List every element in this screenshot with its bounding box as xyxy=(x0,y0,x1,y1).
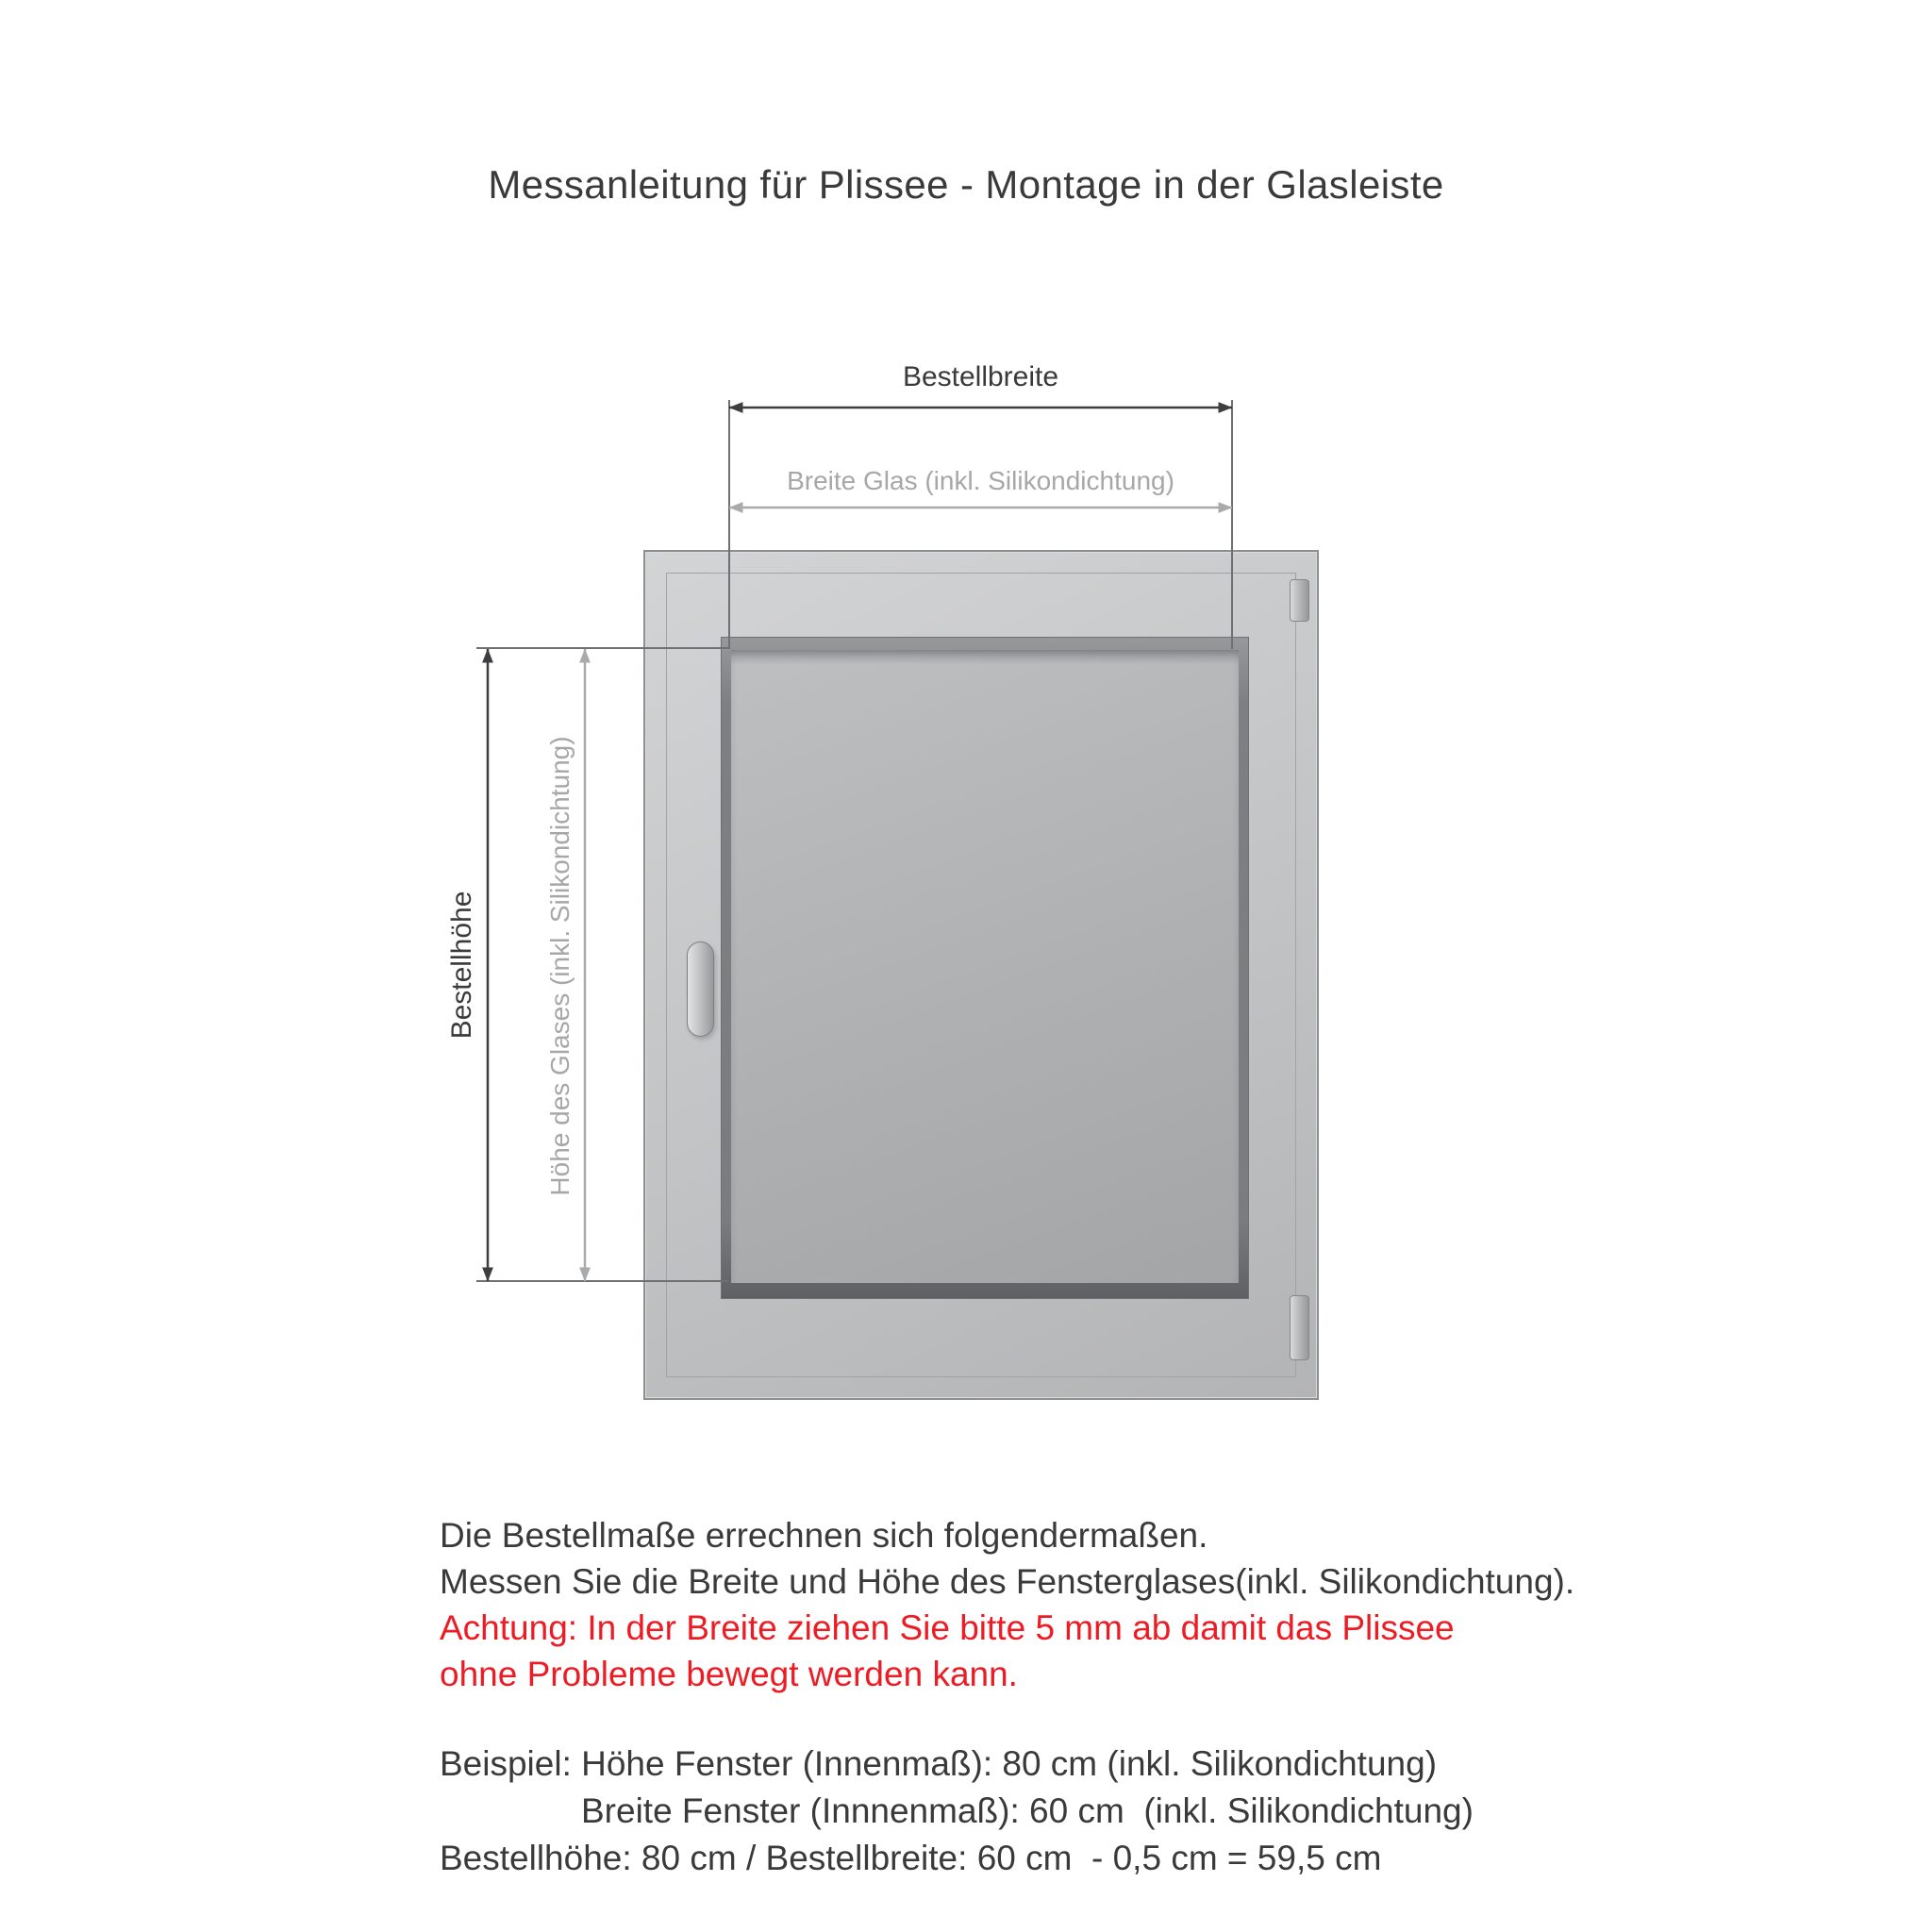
glass-top-shade xyxy=(731,650,1239,665)
example-line-2: Breite Fenster (Innnenmaß): 60 cm (inkl. Silikondichtung) xyxy=(581,1791,1474,1830)
label-glass-height: Höhe des Glases (inkl. Silikondichtung) xyxy=(545,736,575,1196)
example-line-1: Beispiel: Höhe Fenster (Innenmaß): 80 cm (inkl. Silikondichtung) xyxy=(440,1744,1438,1783)
label-glass-width: Breite Glas (inkl. Silikondichtung) xyxy=(787,466,1174,495)
window-hinge-top xyxy=(1290,579,1309,622)
window-hinge-bottom xyxy=(1290,1295,1309,1360)
instruction-line-2: Messen Sie die Breite und Höhe des Fensterglases(inkl. Silikondichtung). xyxy=(440,1562,1575,1601)
page-title: Messanleitung für Plissee - Montage in der Glasleiste xyxy=(488,162,1444,207)
example-block xyxy=(440,1740,1474,1882)
example-line-3: Bestellhöhe: 80 cm / Bestellbreite: 60 cm - 0,5 cm = 59,5 cm xyxy=(440,1839,1382,1877)
warning-line-1: Achtung: In der Breite ziehen Sie bitte 5 mm ab damit das Plissee xyxy=(440,1608,1455,1647)
instruction-line-1: Die Bestellmaße errechnen sich folgendermaßen. xyxy=(440,1516,1208,1555)
instructions-block xyxy=(440,1512,1574,1697)
window-glass xyxy=(731,650,1239,1283)
window-handle xyxy=(687,941,714,1037)
warning-line-2: ohne Probleme bewegt werden kann. xyxy=(440,1655,1018,1693)
label-order-width: Bestellbreite xyxy=(902,361,1059,392)
label-order-height: Bestellhöhe xyxy=(446,891,477,1040)
glazing-bead xyxy=(721,637,1249,1299)
window-frame xyxy=(643,550,1319,1400)
